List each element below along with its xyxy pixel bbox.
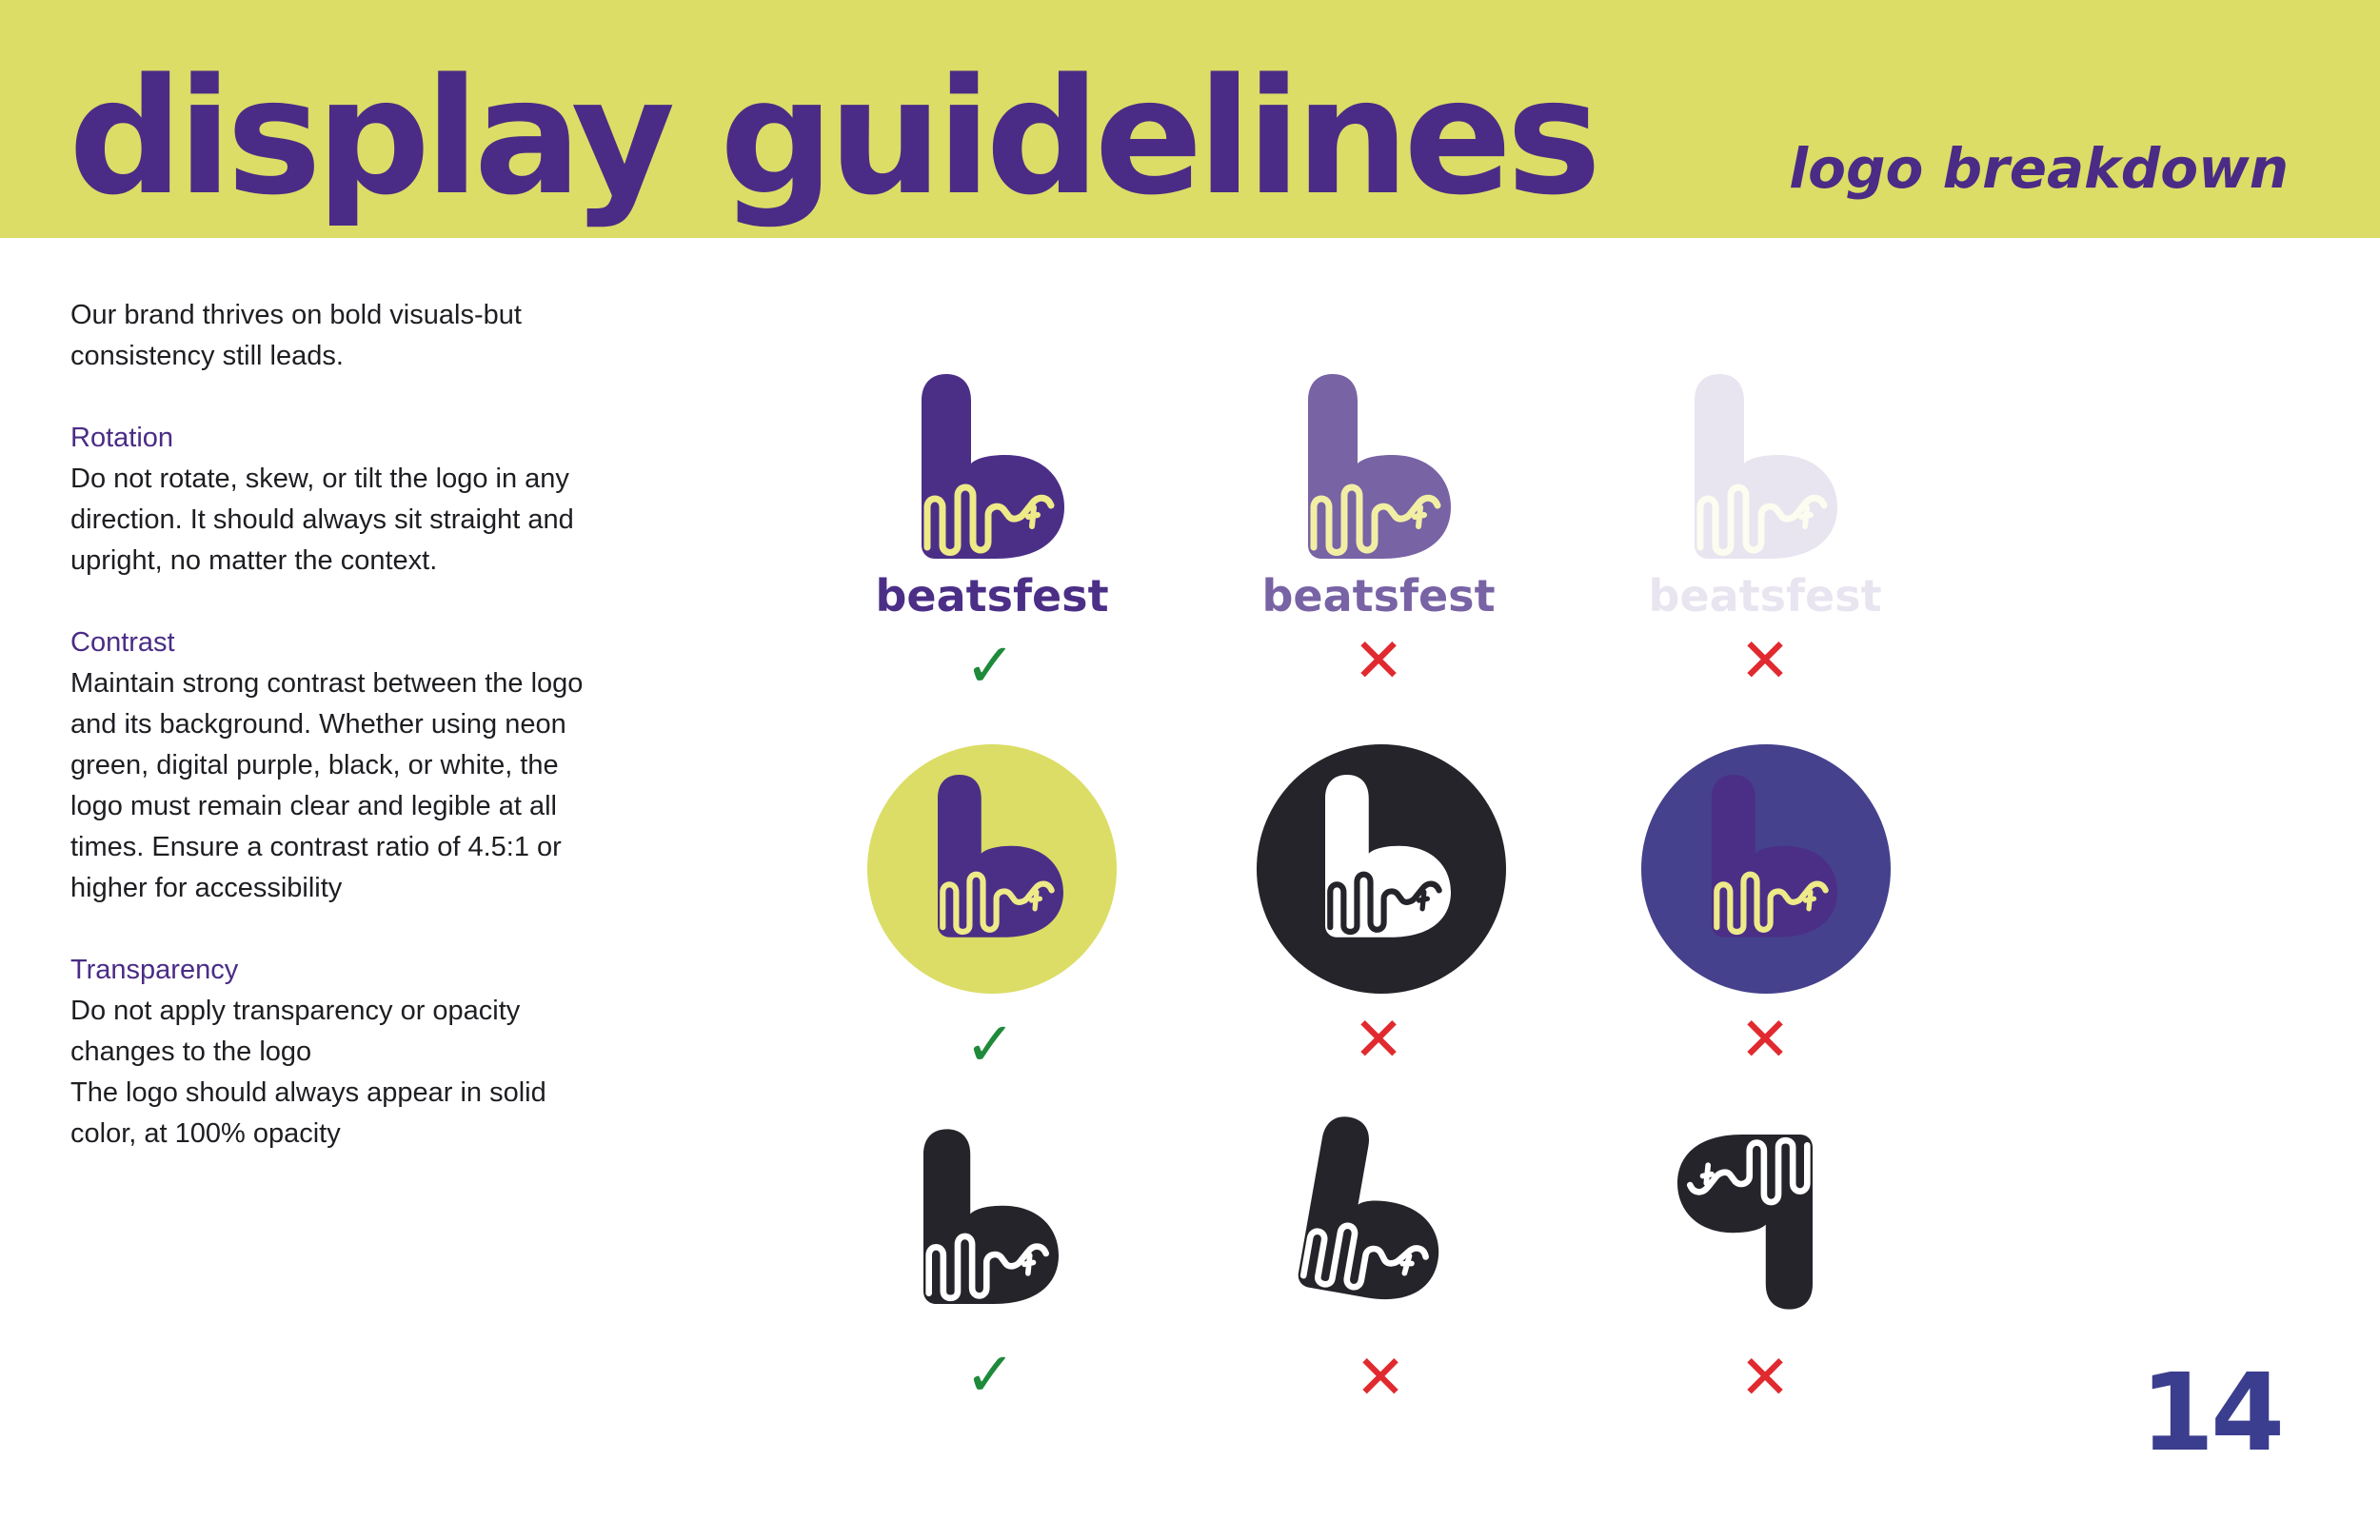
logo-wordmark: beatsfest <box>875 570 1109 622</box>
contrast-heading: Contrast <box>70 627 175 658</box>
intro-line: consistency still leads. <box>70 341 344 371</box>
rotation-heading: Rotation <box>70 423 174 453</box>
logo-icon <box>1296 1113 1460 1314</box>
cross-icon: ✕ <box>1353 1005 1404 1076</box>
contrast-line: higher for accessibility <box>70 873 343 903</box>
logo-icon <box>938 775 1063 942</box>
logo-icon <box>1695 374 1837 564</box>
contrast-line: green, digital purple, black, or white, the <box>70 750 559 780</box>
rotation-line: Do not rotate, skew, or tilt the logo in any <box>70 464 569 494</box>
check-icon: ✓ <box>964 1340 1016 1411</box>
logo-icon <box>1677 1129 1813 1310</box>
page-number: 14 <box>2140 1352 2281 1475</box>
contrast-line: and its background. Whether using neon <box>70 709 566 740</box>
rotation-line: upright, no matter the context. <box>70 545 438 576</box>
logo-icon <box>1308 374 1451 564</box>
contrast-line: times. Ensure a contrast ratio of 4.5:1 or <box>70 832 562 862</box>
logo-wordmark: beatsfest <box>1261 570 1496 622</box>
logo-icon <box>922 374 1064 564</box>
cross-icon: ✕ <box>1739 1005 1791 1076</box>
check-icon: ✓ <box>964 631 1016 701</box>
transparency-heading: Transparency <box>70 955 239 985</box>
transparency-line: Do not apply transparency or opacity <box>70 996 521 1026</box>
rotation-line: direction. It should always sit straight and <box>70 504 574 535</box>
logo-wordmark: beatsfest <box>1648 570 1882 622</box>
contrast-line: Maintain strong contrast between the logo <box>70 668 584 699</box>
transparency-line: color, at 100% opacity <box>70 1118 341 1149</box>
logo-icon <box>1712 775 1837 942</box>
cross-icon: ✕ <box>1739 1343 1791 1413</box>
logo-icon <box>1325 775 1451 942</box>
guidelines-text <box>70 295 623 1155</box>
page-subtitle: logo breakdown <box>1789 136 2289 201</box>
contrast-line: logo must remain clear and legible at all <box>70 791 557 821</box>
cross-icon: ✕ <box>1739 626 1791 697</box>
cross-icon: ✕ <box>1353 626 1404 697</box>
intro-line: Our brand thrives on bold visuals-but <box>70 300 522 330</box>
check-icon: ✓ <box>964 1010 1016 1080</box>
transparency-line: changes to the logo <box>70 1037 312 1067</box>
transparency-line: The logo should always appear in solid <box>70 1077 546 1108</box>
page-title: display guidelines <box>69 44 1597 230</box>
logo-icon <box>923 1129 1059 1310</box>
header-band <box>0 0 2380 238</box>
cross-icon: ✕ <box>1355 1343 1406 1413</box>
